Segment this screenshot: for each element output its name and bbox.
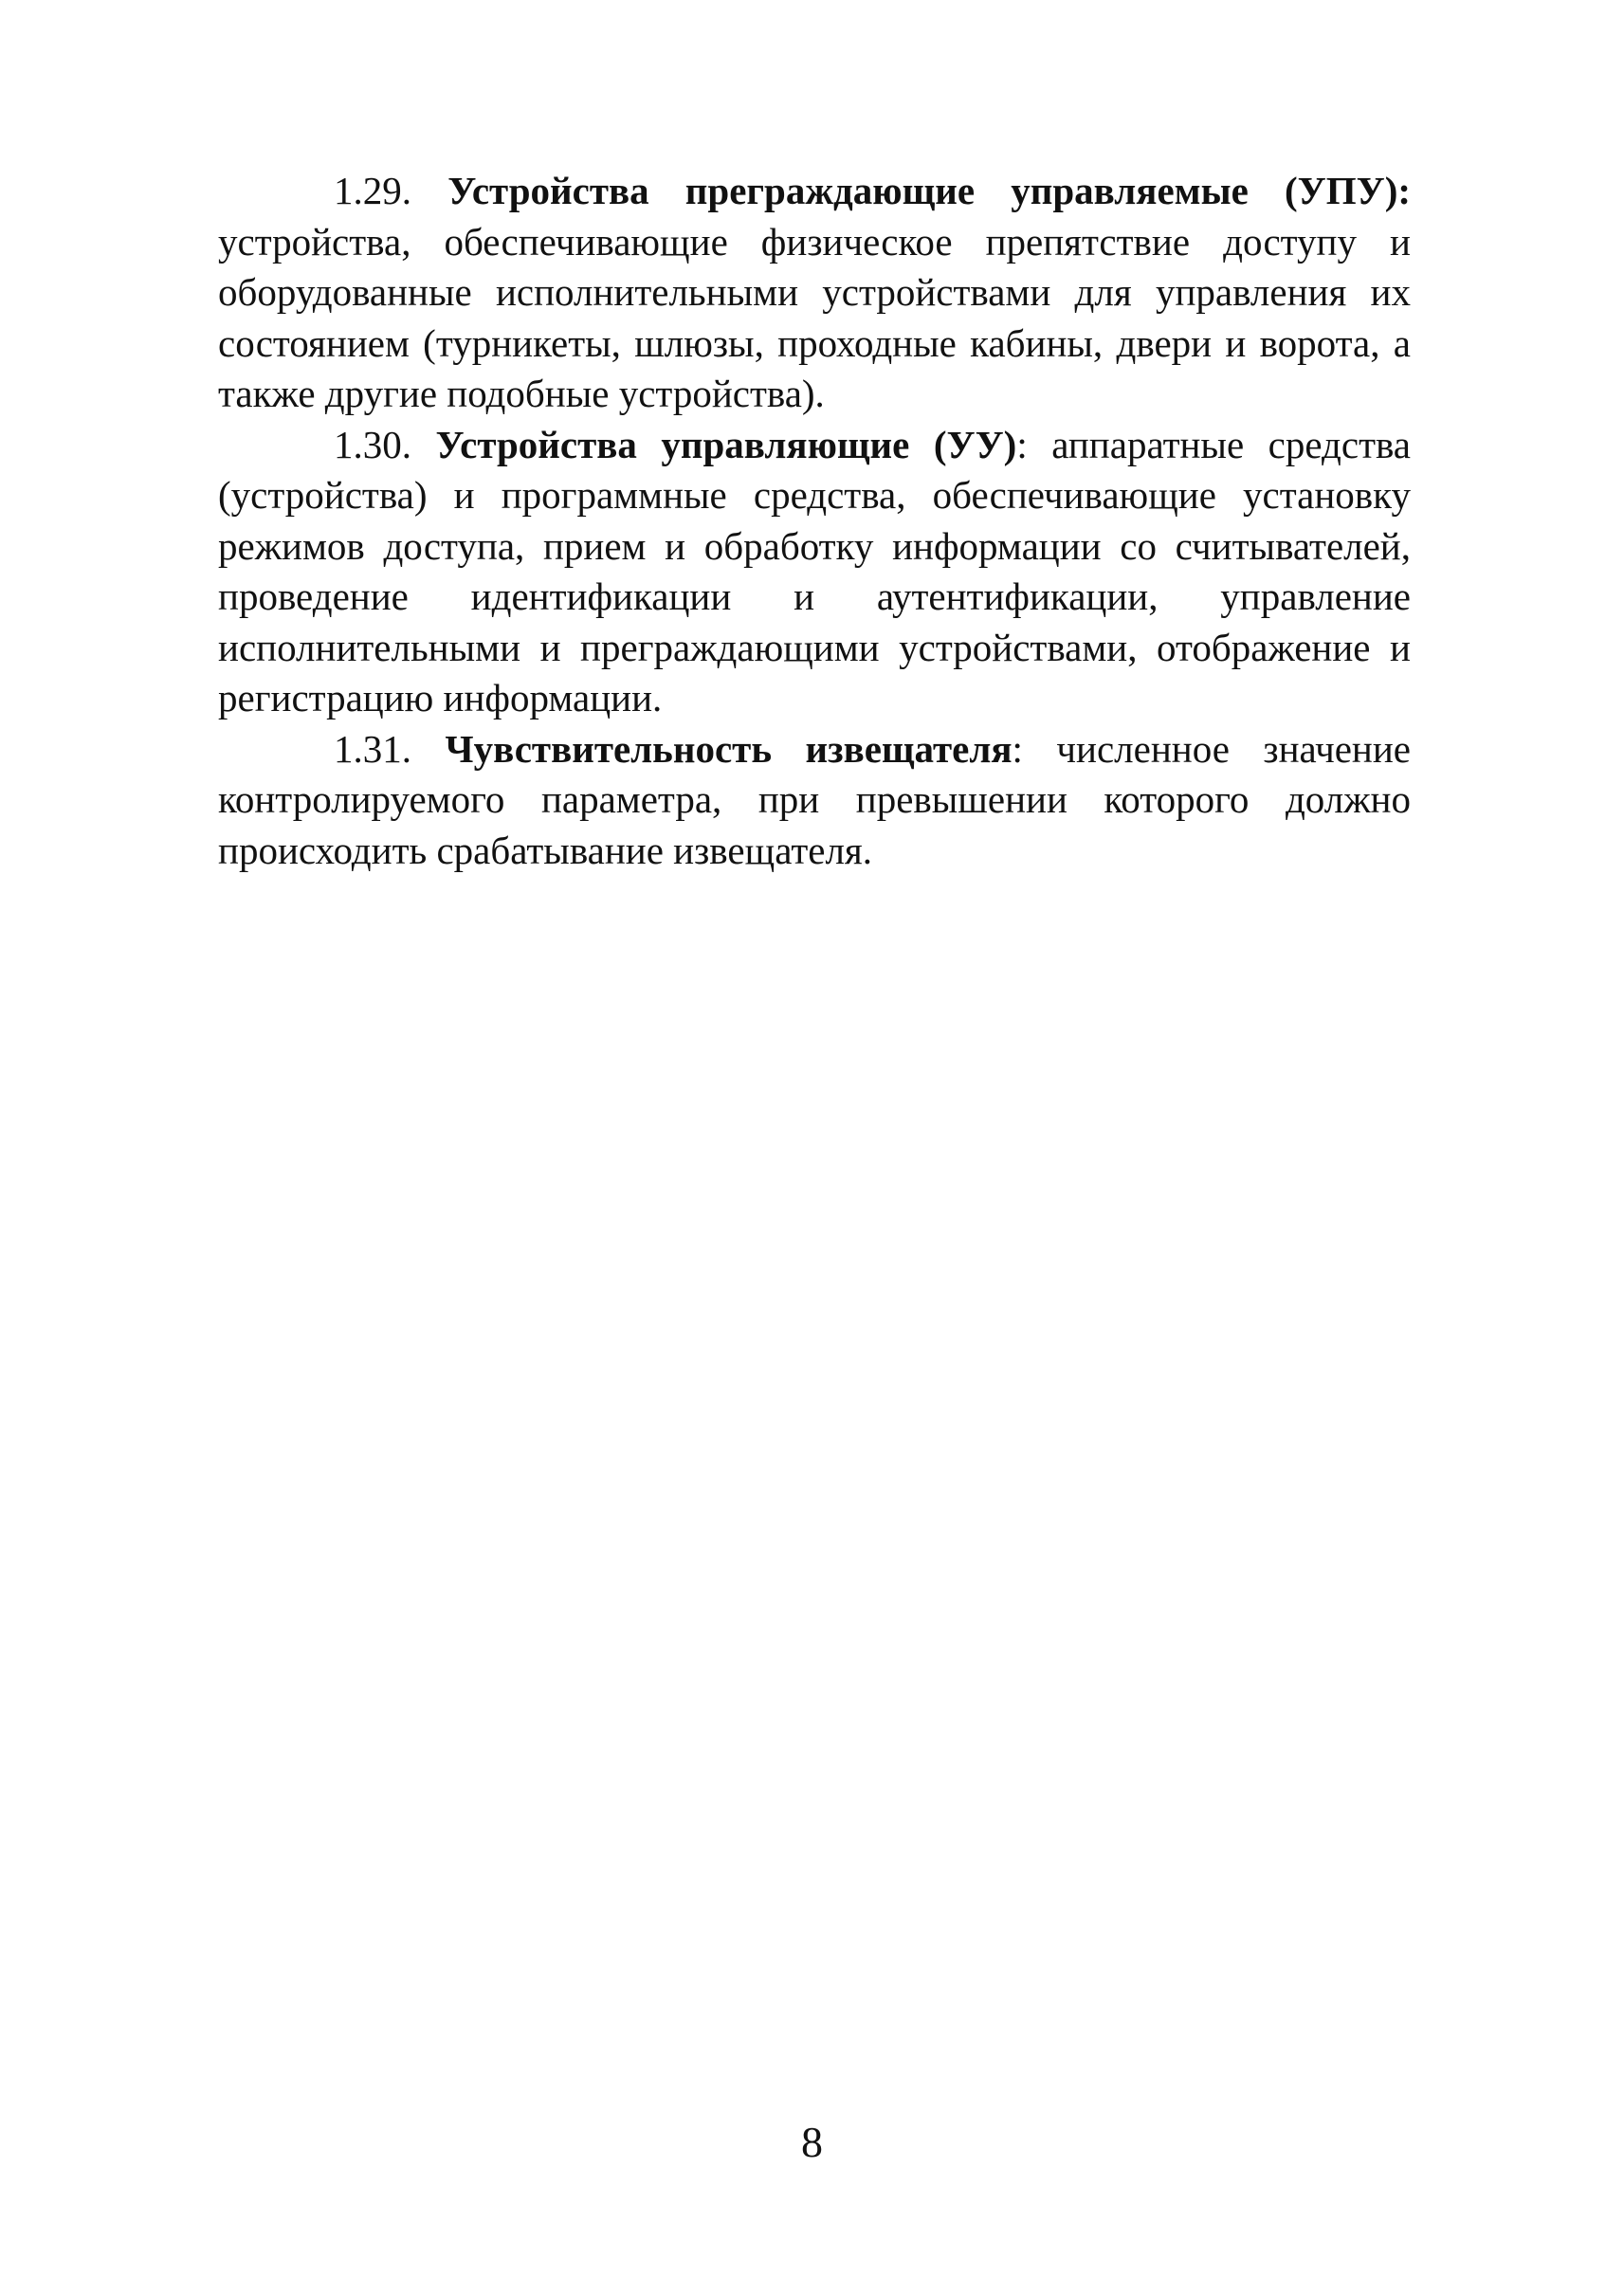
clause-number: 1.29.: [334, 169, 448, 212]
paragraph-1-31: [218, 724, 1411, 877]
definition-text: : аппаратные средства (устройства) и программные средства, обеспечивающие установку режимов доступа, прием и обработку информации со считывателей, проведение идентификации и аутентификации, управление исполнительными и преграждающими устройствами, отображение и регистрацию информации.: [218, 422, 1412, 720]
term-detector-sensitivity: Чувствительность извещателя: [445, 726, 1013, 771]
page-number: 8: [801, 2118, 823, 2166]
paragraph-1-29: [218, 166, 1411, 420]
paragraph-1-30: [218, 420, 1411, 724]
document-body: [218, 166, 1411, 876]
term-upu: Устройства преграждающие управляемые (УПУ):: [447, 169, 1411, 212]
definition-text: устройства, обеспечивающие физическое препятствие доступу и оборудованные исполнительными устройствами для управления их состоянием (турникеты, шлюзы, проходные кабины, двери и ворота, а также другие подобные устройства).: [218, 219, 1411, 415]
clause-number: 1.31.: [334, 726, 446, 771]
term-uu: Устройства управляющие (УУ): [435, 422, 1017, 466]
clause-number: 1.30.: [334, 422, 436, 466]
definition-text: : численное значение контролируемого параметра, при превышении которого должно происходить срабатывание извещателя.: [218, 726, 1411, 872]
